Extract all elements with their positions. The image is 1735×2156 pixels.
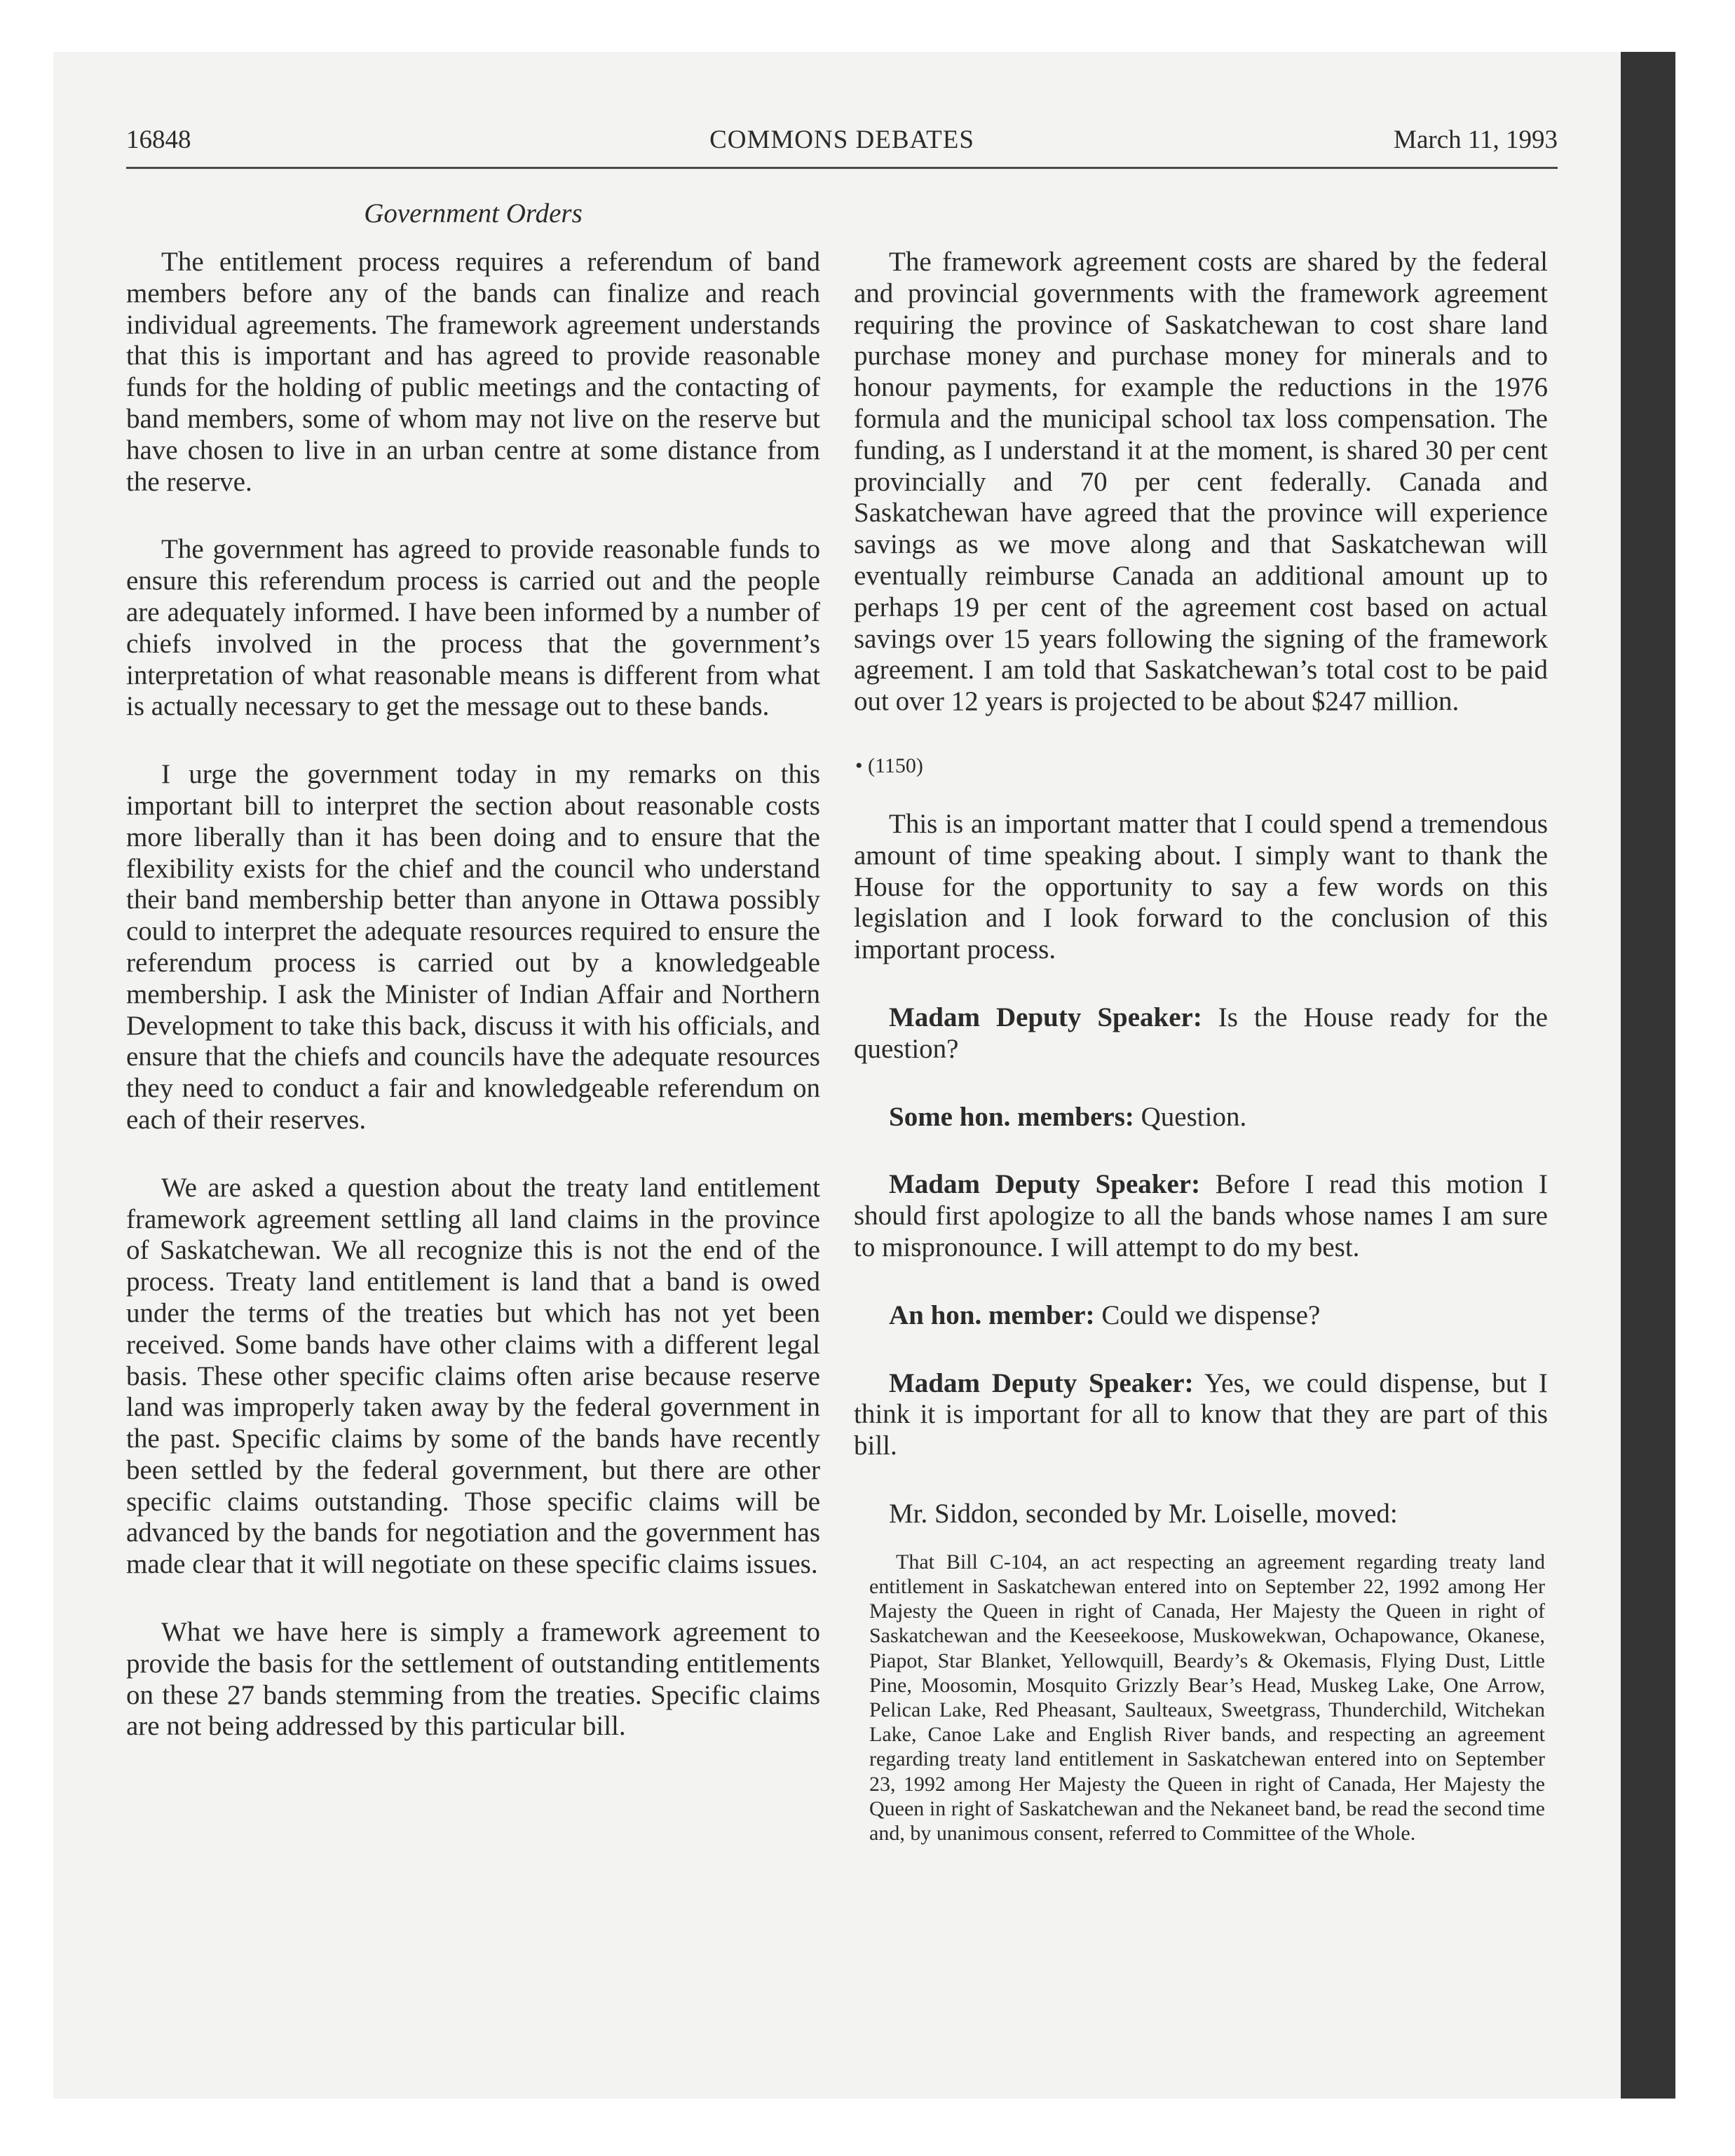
left-column [126, 247, 820, 1779]
paragraph: The framework agreement costs are shared by the federal and provincial governments with the framework agreement requiring the province of Saskatchewan to cost share land purchase money and purchase money for minerals and to honour payments, for example the reductions in the 1976 formula and the municipal school tax loss compensation. The funding, as I understand it at the moment, is shared 30 per cent provincially and 70 per cent federally. Canada and Saskatchewan have agreed that the province will experience savings as we move along and that Saskatchewan will eventually reimburse Canada an additional amount up to perhaps 19 per cent of the agreement cost based on actual savings over 15 years following the signing of the framework agreement. I am told that Saskatchewan’s total cost to be paid out over 12 years is projected to be about $247 million. [854, 247, 1548, 717]
paragraph: This is an important matter that I could spend a tremendous amount of time speaking about. I simply want to thank the House for the opportunity to say a few words on this legislation and I look forward to the conclusion of this important process. [854, 808, 1548, 965]
paragraph: The government has agreed to provide reasonable funds to ensure this referendum process is carried out and the people are adequately informed. I have been informed by a number of chiefs involved in the process that the government’s interpretation of what reasonable means is different from what is actually necessary to get the message out to these bands. [126, 534, 820, 722]
speaker-exchange [854, 1002, 1548, 1065]
page-number: 16848 [126, 125, 191, 154]
speaker-name: An hon. member: [889, 1299, 1095, 1330]
scan-edge-strip [1621, 52, 1675, 2099]
speech-text: Is the House ready for the question? [854, 1002, 1548, 1064]
paragraph: What we have here is simply a framework agreement to provide the basis for the settlement of outstanding entitlements on these 27 bands stemming from the treaties. Specific claims are not being addressed by this particular bill. [126, 1617, 820, 1742]
speech-text: Could we dispense? [1094, 1299, 1321, 1330]
section-title: Government Orders [364, 198, 583, 228]
speech-text: Yes, we could dispense, but I think it is important for all to know that they are part of this bill. [854, 1367, 1548, 1461]
speaker-name: Madam Deputy Speaker: [889, 1169, 1201, 1200]
speaker-exchange [854, 1300, 1548, 1332]
speaker-exchange [854, 1368, 1548, 1462]
paragraph: I urge the government today in my remarks on this important bill to interpret the section about reasonable costs more liberally than it has been doing and to ensure that the flexibility exists for the chief and the council who understand their band membership better than anyone in Ottawa possibly could to interpret the adequate resources required to ensure the referendum process is carried out by a knowledgeable membership. I ask the Minister of Indian Affair and Northern Development to take this back, discuss it with his officials, and ensure that the chiefs and councils have the adequate resources they need to conduct a fair and knowledgeable referendum on each of their reserves. [126, 759, 820, 1135]
paragraph: We are asked a question about the treaty land entitlement framework agreement settling all land claims in the province of Saskatchewan. We all recognize this is not the end of the process. Treaty land entitlement is land that a band is owed under the terms of the treaties but which has not yet been received. Some bands have other claims with a different legal basis. These other specific claims often arise because reserve land was improperly taken away by the federal government in the past. Specific claims by some of the bands have recently been settled by the federal government, but there are other specific claims outstanding. Those specific claims will be advanced by the bands for negotiation and the government has made clear that it will negotiate on these specific claims issues. [126, 1172, 820, 1580]
publication-title: COMMONS DEBATES [709, 125, 974, 154]
right-column [854, 247, 1548, 1845]
motion-text: That Bill C-104, an act respecting an agreement regarding treaty land entitlement in Saskatchewan entered into on September 22, 1992 among Her Majesty the Queen in right of Canada, Her Majesty the Queen in right of Saskatchewan and the Keeseekoose, Muskowekwan, Ochapowance, Okanese, Piapot, Star Blanket, Yellowquill, Beardy’s & Okemasis, Flying Dust, Little Pine, Moosomin, Mosquito Grizzly Bear’s Head, Muskeg Lake, One Arrow, Pelican Lake, Red Pheasant, Saulteaux, Sweetgrass, Thunderchild, Witchekan Lake, Canoe Lake and English River bands, and respecting an agreement regarding treaty land entitlement in Saskatchewan entered into on September 23, 1992 among Her Majesty the Queen in right of Canada, Her Majesty the Queen in right of Saskatchewan and the Nekaneet band, be read the second time and, by unanimous consent, referred to Committee of the Whole. [869, 1550, 1545, 1845]
moved-line: Mr. Siddon, seconded by Mr. Loiselle, moved: [889, 1498, 1398, 1529]
speech-text: Question. [1134, 1101, 1247, 1132]
speaker-exchange [854, 1169, 1548, 1263]
speaker-exchange [854, 1102, 1548, 1133]
time-marker: • (1150) [855, 753, 923, 777]
speaker-name: Some hon. members: [889, 1101, 1134, 1132]
paragraph: The entitlement process requires a referendum of band members before any of the bands can finalize and reach individual agreements. The framework agreement understands that this is important and has agreed to provide reasonable funds for the holding of public meetings and the contacting of band members, some of whom may not live on the reserve but have chosen to live in an urban centre at some distance from the reserve. [126, 247, 820, 497]
page-header [126, 118, 1558, 169]
publication-date: March 11, 1993 [1394, 125, 1558, 154]
speaker-name: Madam Deputy Speaker: [889, 1002, 1202, 1032]
speaker-name: Madam Deputy Speaker: [889, 1367, 1194, 1398]
speech-text: Before I read this motion I should first apologize to all the bands whose names I am sure to mispronounce. I will attempt to do my best. [854, 1169, 1548, 1262]
